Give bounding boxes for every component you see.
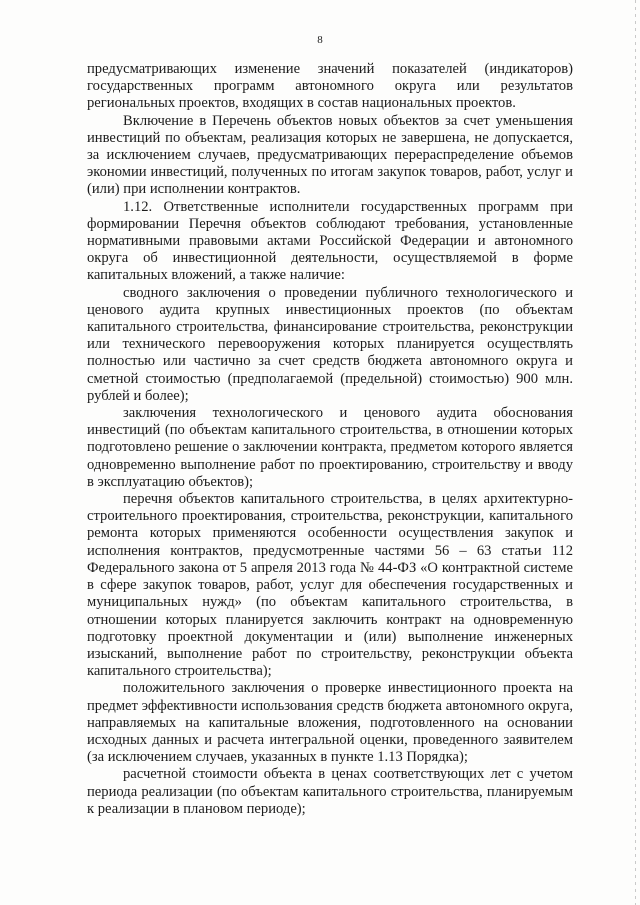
paragraph-positive-conclusion: положительного заключения о проверке инвестиционного проекта на предмет эффективности использования средств бюджета автономного округа, направляемых на капитальные вложения, подготовленного на основании исходных данных и расчета интегральной оценки, проведенного заявителем (за исключением случаев, указанных в пункте 1.13 Порядка);	[87, 680, 573, 766]
paragraph-inclusion-rule: Включение в Перечень объектов новых объектов за счет уменьшения инвестиций по объектам, реализация которых не завершена, не допускается, за исключением случаев, предусматривающих перераспределение объемов экономии инвестиций, полученных по итогам закупок товаров, работ, услуг и (или) при исполнении контрактов.	[87, 112, 573, 198]
scan-edge	[635, 0, 636, 905]
document-body	[87, 61, 573, 818]
paragraph-continuation: предусматривающих изменение значений показателей (индикаторов) государственных программ автономного округа или результатов региональных проектов, входящих в состав национальных проектов.	[87, 61, 573, 112]
paragraph-audit-conclusion: заключения технологического и ценового аудита обоснования инвестиций (по объектам капитального строительства, в отношении которых подготовлено решение о заключении контракта, предметом которого является одновременно выполнение работ по проектированию, строительству и вводу в эксплуатацию объектов);	[87, 405, 573, 490]
paragraph-summary-conclusion: сводного заключения о проведении публичного технологического и ценового аудита крупных инвестиционных проектов (по объектам капитального строительства, финансирование строительства, реконструкции или технического перевооружения которых планируется осуществлять полностью или частично за счет средств бюджета автономного округа и сметной стоимостью (предполагаемой (предельной) стоимостью) 900 млн. рублей и более);	[87, 284, 573, 404]
paragraph-clause-1-12: 1.12. Ответственные исполнители государственных программ при формировании Перечня объектов соблюдают требования, установленные нормативными правовыми актами Российской Федерации и автономного округа об инвестиционной деятельности, осуществляемой в форме капитальных вложений, а также наличие:	[87, 198, 573, 284]
page-number: 8	[317, 34, 323, 46]
paragraph-estimated-cost: расчетной стоимости объекта в ценах соответствующих лет с учетом периода реализации (по объектам капитального строительства, планируемым к реализации в плановом периоде);	[87, 766, 573, 817]
paragraph-object-list: перечня объектов капитального строительства, в целях архитектурно-строительного проектирования, строительства, реконструкции, капитального ремонта которых применяются особенности осуществления закупок и исполнения контрактов, предусмотренные частями 56 – 63 статьи 112 Федерального закона от 5 апреля 2013 года № 44-ФЗ «О контрактной системе в сфере закупок товаров, работ, услуг для обеспечения государственных и муниципальных нужд» (по объектам капитального строительства, в отношении которых планируется заключить контракт на одновременную подготовку проектной документации и (или) выполнение инженерных изысканий, выполнение работ по строительству, реконструкции объекта капитального строительства);	[87, 491, 573, 680]
